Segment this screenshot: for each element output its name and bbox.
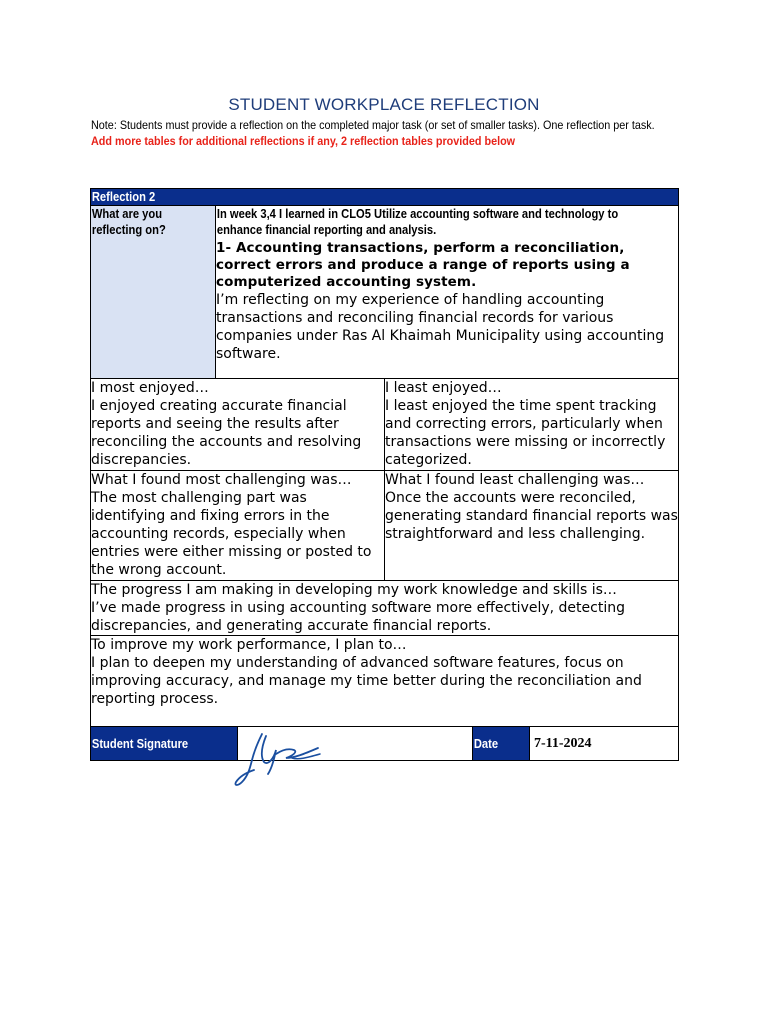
handwritten-signature [232,728,327,790]
progress-prompt: The progress I am making in developing my work knowledge and skills is… [91,582,617,598]
most-enjoyed-text: I enjoyed creating accurate financial reports and seeing the results after reconciling the accounts and resolving discrepancies. [91,398,362,468]
reflection-header [90,188,679,206]
reflection-header-label: Reflection 2 [91,189,156,204]
date-label: Date [473,736,499,751]
reflection-question-cell [90,205,216,379]
most-challenging-prompt: What I found most challenging was… [91,472,352,488]
least-enjoyed-prompt: I least enjoyed… [385,380,502,396]
reflection-intro: In week 3,4 I learned in CLO5 Utilize accounting software and technology to enhance financial reporting and analysis. [216,206,619,237]
instructions-note [91,117,676,149]
most-enjoyed-prompt: I most enjoyed… [91,380,209,396]
date-label-cell [472,726,530,761]
progress-text: I’ve made progress in using accounting software more effectively, detecting discrepancies, and generating accurate financial reports. [91,600,625,634]
date-value[interactable]: 7-11-2024 [529,726,679,761]
improve-cell[interactable] [90,635,679,727]
most-challenging-cell[interactable] [90,470,385,581]
least-enjoyed-text: I least enjoyed the time spent tracking and correcting errors, particularly when transactions were missing or incorrectly categorized. [385,398,666,468]
note-highlight: Add more tables for additional reflections if any, 2 reflection tables provided below [91,134,516,148]
most-challenging-text: The most challenging part was identifying and fixing errors in the accounting records, especially when entries were either missing or posted to the wrong account. [91,490,372,578]
least-challenging-prompt: What I found least challenging was… [385,472,645,488]
reflection-question: What are you reflecting on? [91,206,166,237]
reflection-answer-cell[interactable] [215,205,679,379]
least-challenging-cell[interactable] [384,470,679,581]
improve-prompt: To improve my work performance, I plan to… [91,637,407,653]
signature-label-cell [90,726,238,761]
most-enjoyed-cell[interactable] [90,378,385,471]
reflection-body: I’m reflecting on my experience of handling accounting transactions and reconciling financial records for various companies under Ras Al Khaimah Municipality using accounting software. [216,292,665,362]
signature-label: Student Signature [91,736,189,751]
least-enjoyed-cell[interactable] [384,378,679,471]
reflection-clo: 1- Accounting transactions, perform a reconciliation, correct errors and produce a range of reports using a computerized accounting system. [216,240,630,290]
least-challenging-text: Once the accounts were reconciled, generating standard financial reports was straightforward and less challenging. [385,490,678,542]
page-title: STUDENT WORKPLACE REFLECTION [228,95,540,114]
improve-text: I plan to deepen my understanding of advanced software features, focus on improving accuracy, and manage my time better during the reconciliation and reporting process. [91,655,642,707]
note-text: Note: Students must provide a reflection on the completed major task (or set of smaller tasks). One reflection per task. [91,118,655,132]
progress-cell[interactable] [90,580,679,636]
